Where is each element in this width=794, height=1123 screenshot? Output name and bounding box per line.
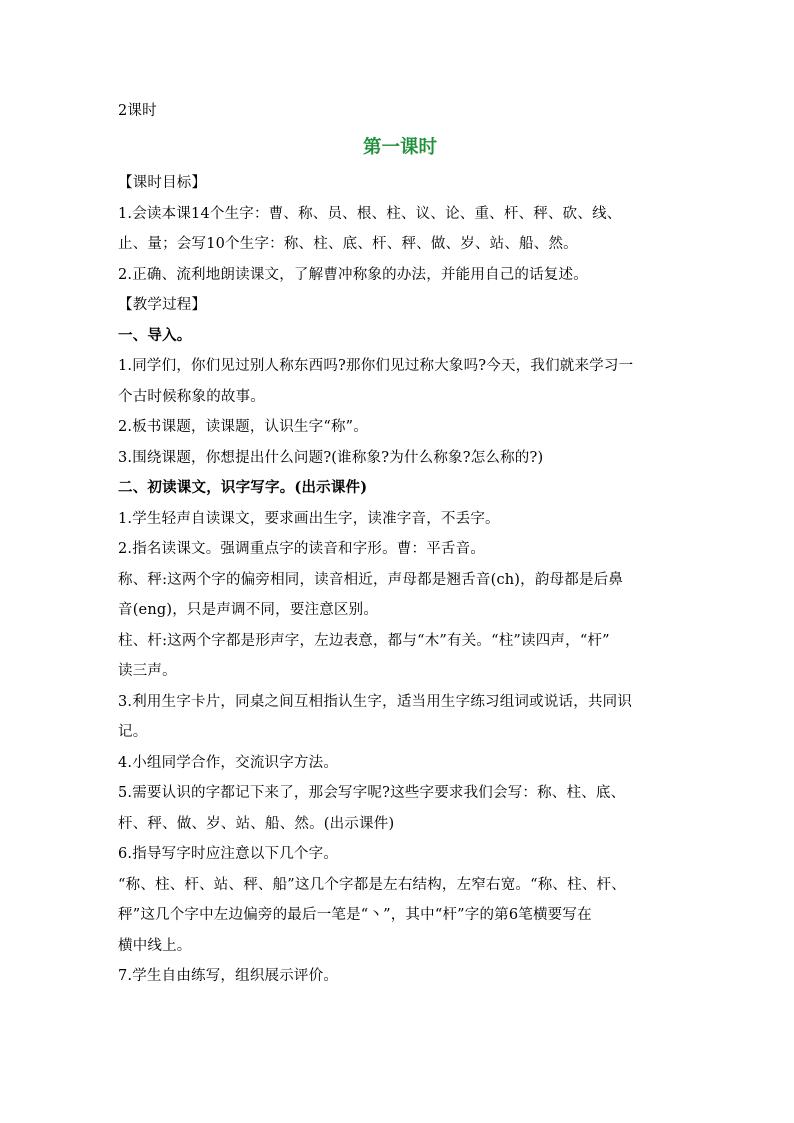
s1-item-2: 2.板书课题，读课题，认识生字“称”。 [118,419,368,435]
s2-note-3-line-2: 秤”这几个字中左边偏旁的最后一笔是“丶”，其中“杆”字的第6笔横要写在 [118,907,592,923]
objectives-heading: 【课时目标】 [118,175,207,191]
s2-item-5-line-2: 杆、秤、做、岁、站、船、然。(出示课件) [118,815,395,832]
document-body [118,101,682,992]
s1-item-3: 3.围绕课题，你想提出什么问题?(谁称象?为什么称象?怎么称的?) [118,449,544,466]
objective-1-line-2: 止、量；会写10个生字：称、柱、底、杆、秤、做、岁、站、船、然。 [118,236,578,252]
s2-note-1-line-2: 音(eng)，只是声调不同，要注意区别。 [118,602,379,618]
section-1-heading: 一、导入。 [118,326,192,344]
s1-item-1-line-1: 1.同学们，你们见过别人称东西吗?那你们见过称大象吗?今天，我们就来学习一 [118,358,634,374]
process-heading: 【教学过程】 [118,297,207,313]
s2-note-3-line-1: “称、柱、杆、站、秤、船”这几个字都是左右结构，左窄右宽。“称、柱、杆、 [118,876,626,893]
s2-item-1: 1.学生轻声自读课文，要求画出生字，读准字音，不丢字。 [118,510,500,527]
s2-item-4: 4.小组同学合作，交流识字方法。 [118,754,339,771]
s2-note-2-line-2: 读三声。 [118,663,177,679]
section-2-heading: 二、初读课文，识字写字。(出示课件) [118,479,368,496]
s2-note-3-line-3: 横中线上。 [118,937,192,954]
lesson-count: 2课时 [118,103,157,119]
s2-item-7: 7.学生自由练写，组织展示评价。 [118,968,339,984]
s2-item-5-line-1: 5.需要认识的字都记下来了，那会写字呢?这些字要求我们会写：称、柱、底、 [118,785,626,801]
s2-item-3-line-1: 3.利用生字卡片，同桌之间互相指认生字，适当用生字练习组词或说话，共同识 [118,693,633,710]
s2-item-2: 2.指名读课文。强调重点字的读音和字形。曹：平舌音。 [118,541,486,557]
s2-note-1-line-1: 称、秤:这两个字的偏旁相同，读音相近，声母都是翘舌音(ch)，韵母都是后鼻 [118,571,624,588]
objective-2: 2.正确、流利地朗读课文，了解曹冲称象的办法，并能用自己的话复述。 [118,266,588,283]
lesson-title: 第一课时 [362,137,437,158]
s1-item-1-line-2: 个古时候称象的故事。 [118,388,265,405]
s2-note-2-line-1: 柱、杆:这两个字都是形声字，左边表意，都与“木”有关。“柱”读四声，“杆” [118,632,610,649]
s2-item-6: 6.指导写字时应注意以下几个字。 [118,846,339,862]
s2-item-3-line-2: 记。 [118,724,148,740]
objective-1-line-1: 1.会读本课14个生字：曹、称、员、根、柱、议、论、重、杆、秤、砍、线、 [118,205,622,222]
